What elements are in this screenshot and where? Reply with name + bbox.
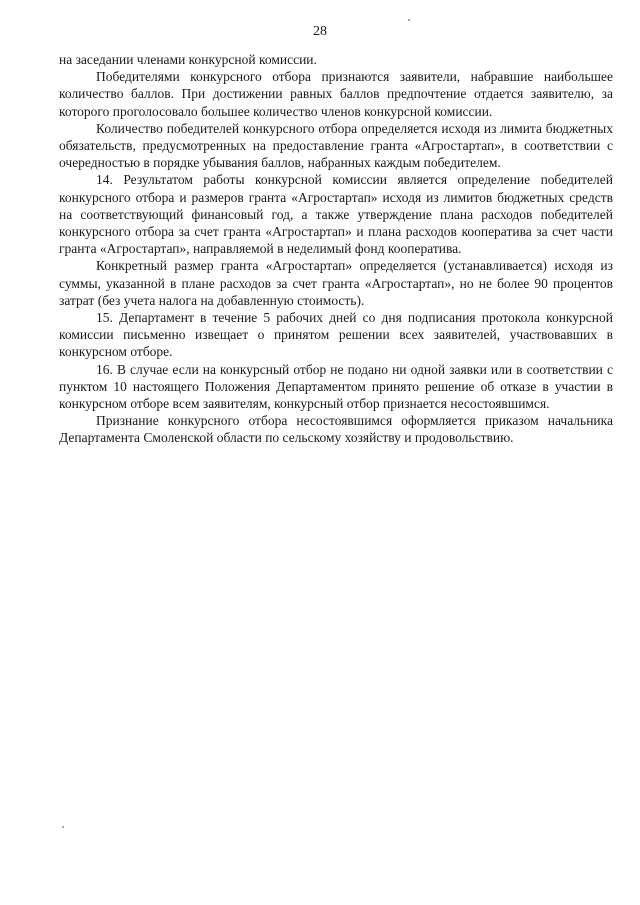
scan-speck bbox=[62, 826, 64, 828]
paragraph-grant-size: Конкретный размер гранта «Агростартап» определяется (устанавливается) исходя из суммы, указанной в плане расходов за счет гранта «Агростартап», но не более 90 процентов затрат (без учета налога на добавленную стоимость). bbox=[59, 258, 613, 308]
paragraph-winner-count: Количество победителей конкурсного отбора определяется исходя из лимита бюджетных обязательств, предусмотренных на предоставление гранта «Агростартап», в соответствии с очередностью в порядке убывания баллов, набранных каждым победителем. bbox=[59, 120, 613, 171]
paragraph-continuation: на заседании членами конкурсной комиссии. bbox=[59, 52, 317, 67]
page-number: 28 bbox=[313, 24, 327, 39]
paragraph-winners: Победителями конкурсного отбора признаются заявители, набравшие наибольшее количество баллов. При достижении равных баллов предпочтение отдается заявителю, за которого проголосовало большее количество членов конкурсной комиссии. bbox=[59, 69, 613, 119]
paragraph-clause-14: 14. Результатом работы конкурсной комиссии является определение победителей конкурсного отбора и размеров гранта «Агростартап» исходя из лимитов бюджетных средств на соответствующий финансовый год, а также утверждение плана расходов победителей конкурсного отбора за счет гранта «Агростартап» и плана расходов кооператива за счет части гранта «Агростартап», направляемой в неделимый фонд кооператива. bbox=[59, 172, 613, 257]
paragraph-clause-15: 15. Департамент в течение 5 рабочих дней со дня подписания протокола конкурсной комиссии письменно извещает о принятом решении всех заявителей, участвовавших в конкурсном отборе. bbox=[59, 310, 613, 360]
paragraph-clause-16: 16. В случае если на конкурсный отбор не подано ни одной заявки или в соответствии с пунктом 10 настоящего Положения Департаментом принято решение об отказе в участии в конкурсном отборе всем заявителям, конкурсный отбор признается несостоявшимся. bbox=[59, 361, 613, 412]
scan-speck bbox=[408, 19, 410, 21]
paragraph-recognition: Признание конкурсного отбора несостоявшимся оформляется приказом начальника Департамента Смоленской области по сельскому хозяйству и продовольствию. bbox=[59, 413, 613, 446]
document-body bbox=[59, 51, 613, 447]
